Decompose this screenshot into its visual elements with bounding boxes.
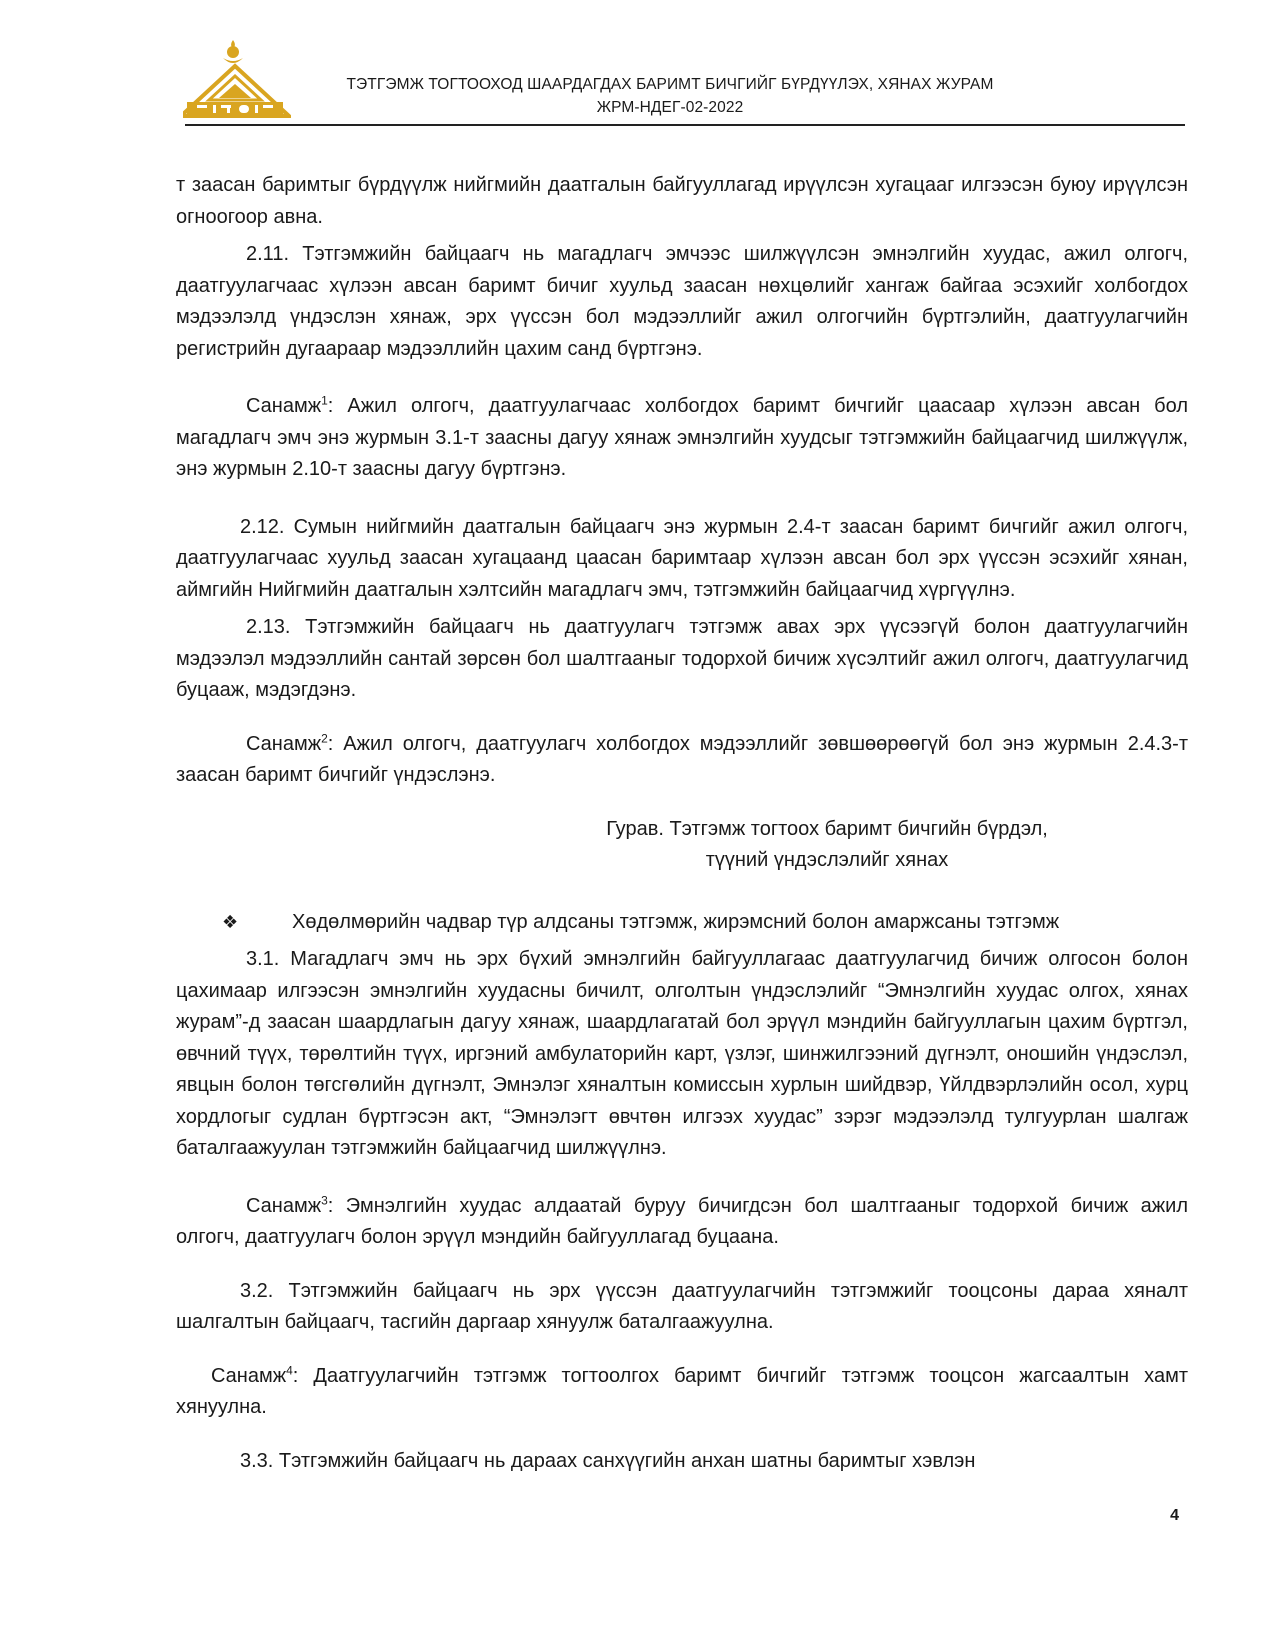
note-3	[176, 1191, 1188, 1254]
section-heading-line-2: түүний үндэслэлийг хянах	[705, 849, 949, 871]
note-number: 2	[321, 730, 328, 745]
document-body	[176, 170, 1188, 1477]
document-title: ТЭТГЭМЖ ТОГТООХОД ШААРДАГДАХ БАРИМТ БИЧГИЙГ БҮРДҮҮЛЭХ, ХЯНАХ ЖУРАМ	[346, 76, 994, 93]
note-text: : Ажил олгогч, даатгуулагч холбогдох мэдээллийг зөвшөөрөөгүй бол энэ журмын 2.4.3-т заасан баримт бичгийг үндэслэнэ.	[176, 732, 1188, 786]
note-label: Санамж	[211, 1364, 287, 1387]
bullet-text: Хөдөлмөрийн чадвар түр алдсаны тэтгэмж, жирэмсний болон амаржсаны тэтгэмж	[292, 910, 1060, 933]
paragraph-2-13: 2.13. Тэтгэмжийн байцаагч нь даатгуулагч тэтгэмж авах эрх үүсээгүй болон даатгуулагчийн мэдээлэл мэдээллийн сантай зөрсөн бол шалтгааныг тодорхой бичиж хүсэлтийг ажил олгогч, даатгуулагчид буцааж, мэдэгдэнэ.	[176, 616, 1188, 701]
paragraph-continuation: т заасан баримтыг бүрдүүлж нийгмийн даатгалын байгууллагад ирүүлсэн хугацааг илгээсэн буюу ирүүлсэн огноогоор авна.	[176, 174, 1188, 228]
organization-logo	[183, 38, 291, 120]
note-text: : Ажил олгогч, даатгуулагчаас холбогдох баримт бичгийг цаасаар хүлээн авсан бол магадлагч эмч энэ журмын 3.1-т заасны дагуу хянаж эмнэлгийн хуудсыг тэтгэмжийн байцаагчид шилжүүлж, энэ журмын 2.10-т заасны дагуу бүртгэнэ.	[176, 395, 1188, 480]
note-number: 4	[286, 1362, 293, 1377]
bullet-item	[176, 907, 1188, 939]
note-number: 3	[321, 1192, 328, 1207]
document-header	[300, 73, 1040, 119]
diamond-bullet-icon: ❖	[222, 911, 239, 932]
note-number: 1	[321, 393, 328, 408]
note-text: : Даатгуулагчийн тэтгэмж тогтоолгох баримт бичгийг тэтгэмж тооцсон жагсаалтын хамт хянуулна.	[176, 1364, 1188, 1418]
document-code: ЖРМ-НДЕГ-02-2022	[596, 99, 744, 116]
page-number: 4	[1170, 1507, 1179, 1524]
note-text: : Эмнэлгийн хуудас алдаатай буруу бичигдсэн бол шалтгааныг тодорхой бичиж ажил олгогч, даатгуулагч болон эрүүл мэндийн байгууллагад буцаана.	[176, 1194, 1188, 1248]
note-label: Санамж	[246, 395, 322, 417]
note-label: Санамж	[246, 732, 322, 755]
paragraph-3-1: 3.1. Магадлагч эмч нь эрх бүхий эмнэлгийн байгууллагаас даатгуулагчид бичиж олгосон болон цахимаар илгээсэн эмнэлгийн хуудасны бичилт, олголтын үндэслэлийг “Эмнэлгийн хуудас олгох, хянах журам”-д заасан шаардлагын дагуу хянаж, шаардлагатай бол эрүүл мэндийн байгууллагын цахим бүртгэл, өвчний түүх, төрөлтийн түүх, иргэний амбулаторийн карт, үзлэг, шинжилгээний дүгнэлт, оношийн үндэслэл, явцын болон төгсгөлийн дүгнэлт, Эмнэлэг хяналтын комиссын хурлын шийдвэр, Үйлдвэрлэлийн осол, хурц хордлогыг судлан бүртгэсэн акт, “Эмнэлэгт өвчтөн илгээх хуудас” зэрэг мэдээлэлд тулгуурлан шалгаж баталгаажуулан тэтгэмжийн байцаагчид шилжүүлнэ.	[176, 948, 1188, 1159]
section-heading-line-1: Гурав. Тэтгэмж тогтоох баримт бичгийн бүрдэл,	[606, 817, 1048, 840]
paragraph-2-11: 2.11. Тэтгэмжийн байцаагч нь магадлагч эмчээс шилжүүлсэн эмнэлгийн хуудас, ажил олгогч, даатгуулагчаас хүлээн авсан баримт бичиг хуульд заасан нөхцөлийг хангаж байгаа эсэхийг холбогдох мэдээлэлд үндэслэн хянаж, эрх үүссэн бол мэдээллийг ажил олгогчийн бүртгэлийн, даатгуулагчийн регистрийн дугаараар мэдээллийн цахим санд бүртгэнэ.	[176, 243, 1188, 360]
section-heading	[466, 814, 1188, 877]
paragraph-2-12: 2.12. Сумын нийгмийн даатгалын байцаагч энэ журмын 2.4-т заасан баримт бичгийг ажил олгогч, даатгуулагчаас хуульд заасан хугацаанд цаасан баримтаар хүлээн авсан бол эрх үүссэн эсэхийг хянан, аймгийн Нийгмийн даатгалын хэлтсийн магадлагч эмч, тэтгэмжийн байцаагчид хүргүүлнэ.	[176, 515, 1188, 601]
note-2	[176, 729, 1188, 792]
paragraph-3-3: 3.3. Тэтгэмжийн байцаагч нь дараах санхүүгийн анхан шатны баримтыг хэвлэн	[240, 1449, 976, 1472]
header-divider	[185, 124, 1185, 126]
note-1	[176, 391, 1188, 486]
note-label: Санамж	[246, 1194, 322, 1217]
logo-emblem-icon	[183, 38, 291, 120]
paragraph-3-2: 3.2. Тэтгэмжийн байцаагч нь эрх үүссэн даатгуулагчийн тэтгэмжийг тооцсоны дараа хяналт шалгалтын байцаагч, тасгийн даргаар хянуулж баталгаажуулна.	[176, 1279, 1188, 1333]
note-4	[176, 1361, 1188, 1424]
